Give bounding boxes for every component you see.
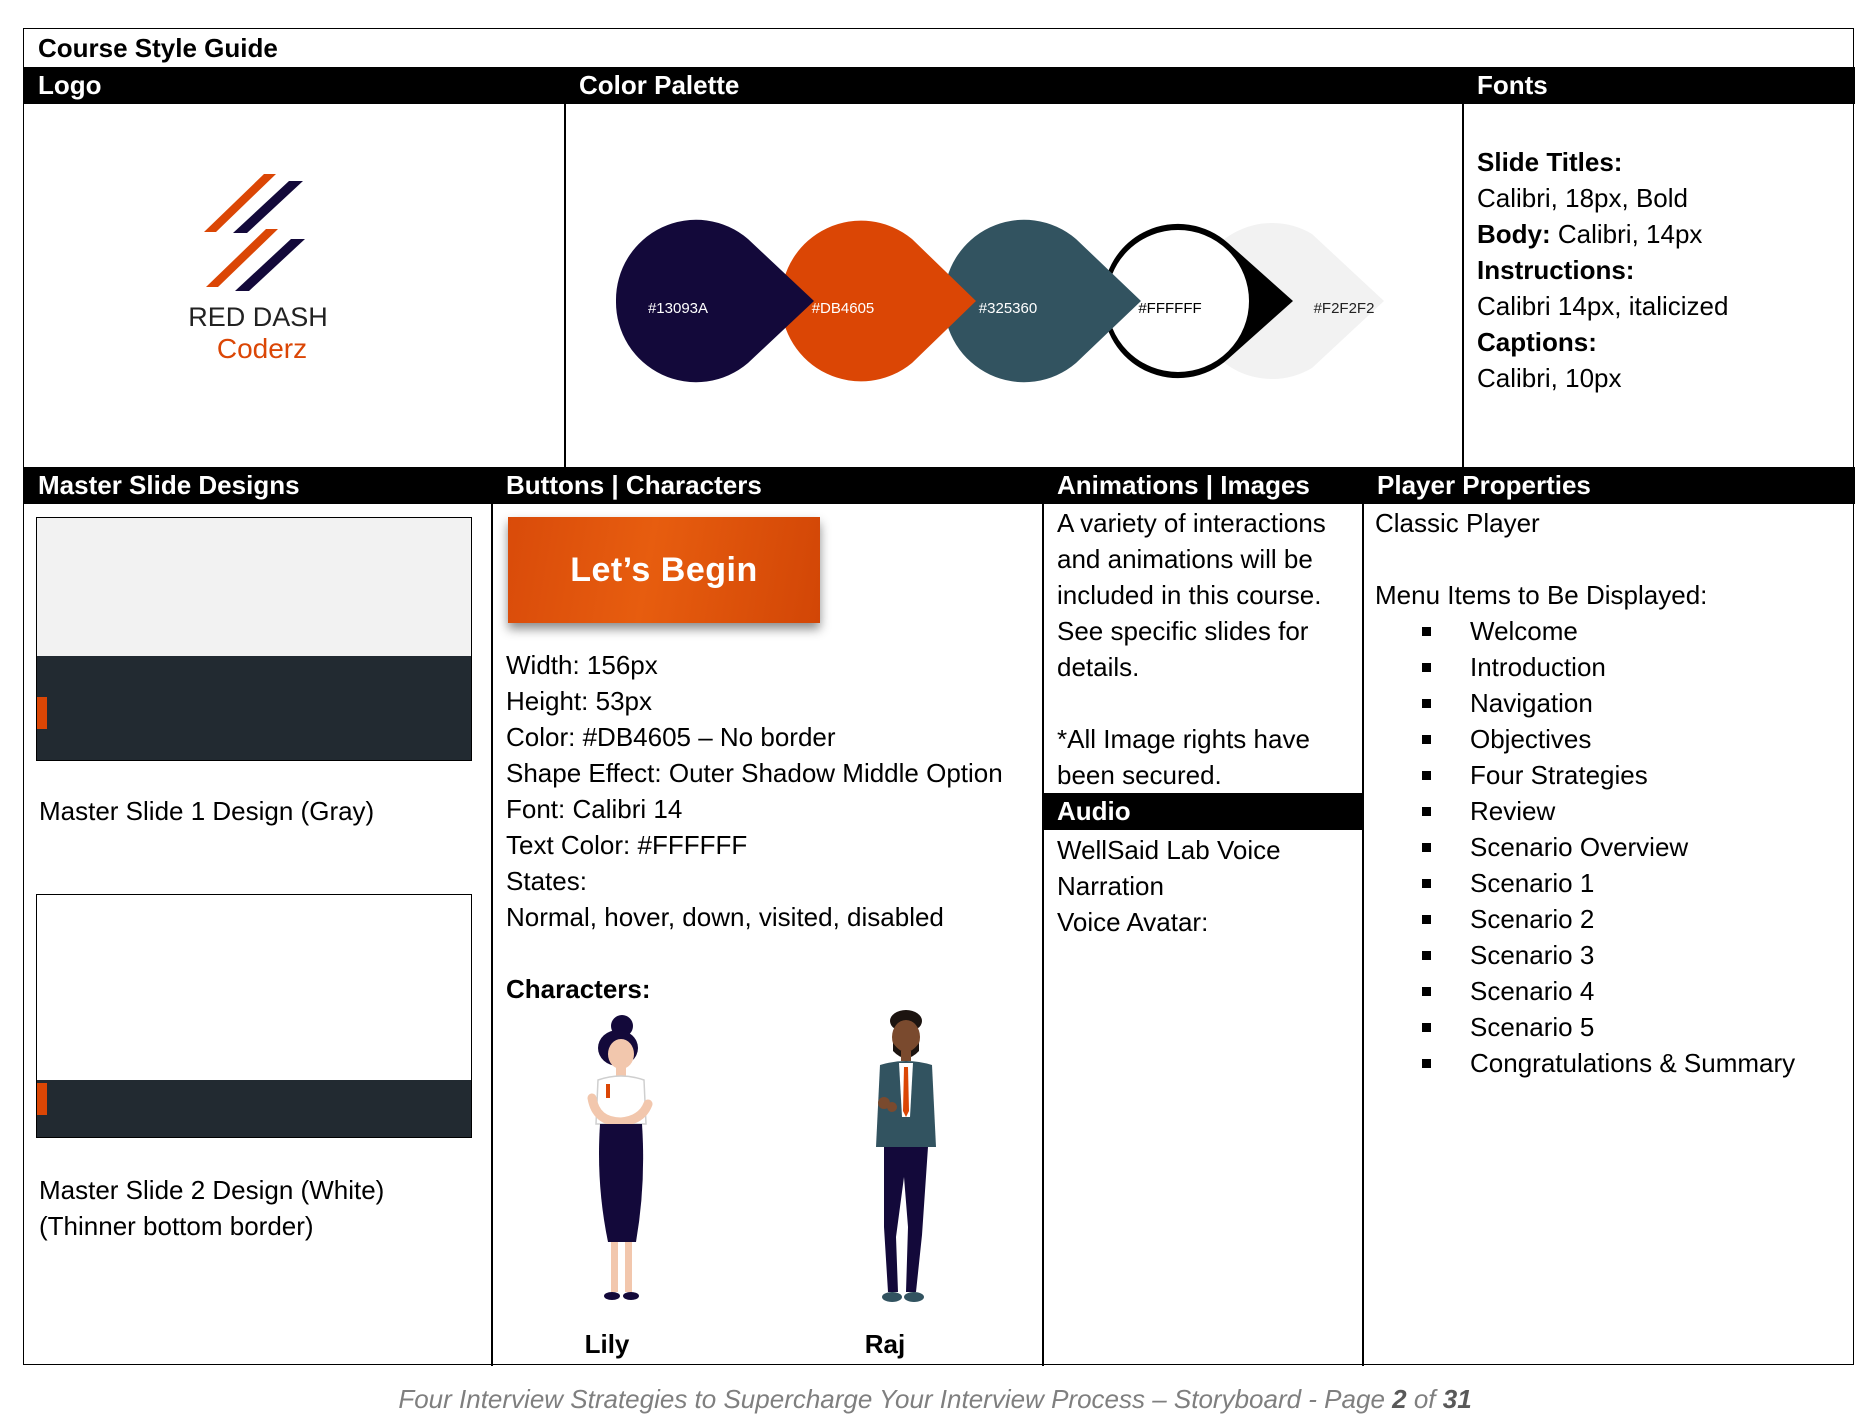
logo-subname: Coderz bbox=[216, 333, 308, 364]
divider bbox=[491, 504, 493, 1366]
bullet-icon bbox=[1422, 735, 1431, 744]
bullet-icon bbox=[1422, 807, 1431, 816]
header-color-palette: Color Palette bbox=[565, 67, 1463, 104]
menu-item: Scenario 1 bbox=[1470, 868, 1595, 898]
master-slide-2-caption-2: (Thinner bottom border) bbox=[39, 1211, 314, 1241]
bullet-icon bbox=[1422, 879, 1431, 888]
font-instructions-label: Instructions: bbox=[1477, 255, 1635, 285]
font-slide-titles-label: Slide Titles: bbox=[1477, 147, 1623, 177]
header-audio: Audio bbox=[1043, 793, 1363, 830]
font-body bbox=[1477, 216, 1702, 252]
swatch-label-4: #FFFFFF bbox=[1138, 300, 1202, 317]
header-player-properties: Player Properties bbox=[1363, 467, 1855, 504]
menu-heading: Menu Items to Be Displayed: bbox=[1375, 580, 1708, 610]
swatch-label-5: #F2F2F2 bbox=[1313, 300, 1375, 317]
animations-line-4: See specific slides for bbox=[1057, 616, 1309, 646]
character-name-lily: Lily bbox=[584, 1329, 630, 1359]
header-animations-images: Animations | Images bbox=[1043, 467, 1363, 504]
divider bbox=[1042, 504, 1044, 1366]
animations-line-3: included in this course. bbox=[1057, 580, 1322, 610]
footer-text: Four Interview Strategies to Supercharge Your Interview Process – Storyboard - Page bbox=[398, 1384, 1393, 1414]
menu-item: Introduction bbox=[1470, 652, 1606, 682]
animations-line-5: details. bbox=[1057, 652, 1140, 682]
button-spec-height: Height: 53px bbox=[506, 686, 652, 716]
menu-item: Review bbox=[1470, 796, 1556, 826]
lily-character-icon bbox=[576, 1014, 666, 1314]
menu-item: Scenario 3 bbox=[1470, 940, 1595, 970]
doc-title: Course Style Guide bbox=[38, 33, 278, 63]
button-spec-text-color: Text Color: #FFFFFF bbox=[506, 830, 748, 860]
header-fonts: Fonts bbox=[1463, 67, 1855, 104]
bullet-icon bbox=[1422, 843, 1431, 852]
divider bbox=[564, 104, 566, 504]
menu-item: Objectives bbox=[1470, 724, 1592, 754]
button-spec-color: Color: #DB4605 – No border bbox=[506, 722, 836, 752]
header-logo: Logo bbox=[24, 67, 565, 104]
audio-line-1: WellSaid Lab Voice bbox=[1057, 835, 1281, 865]
bullet-icon bbox=[1422, 915, 1431, 924]
font-captions-label: Captions: bbox=[1477, 327, 1597, 357]
master-slide-2-thumbnail bbox=[36, 894, 472, 1138]
bullet-icon bbox=[1422, 699, 1431, 708]
page-footer bbox=[0, 1384, 1870, 1415]
character-name-raj: Raj bbox=[864, 1329, 906, 1359]
swatch-label-2: #DB4605 bbox=[811, 300, 875, 317]
swatch-label-1: #13093A bbox=[647, 300, 709, 317]
header-master-slides: Master Slide Designs bbox=[24, 467, 492, 504]
swatch-label-3: #325360 bbox=[978, 300, 1038, 317]
font-body-label: Body: bbox=[1477, 219, 1551, 249]
header-buttons-characters: Buttons | Characters bbox=[492, 467, 1043, 504]
master-slide-1-caption: Master Slide 1 Design (Gray) bbox=[39, 796, 375, 826]
menu-item: Welcome bbox=[1470, 616, 1578, 646]
player-type: Classic Player bbox=[1375, 508, 1540, 538]
bullet-icon bbox=[1422, 987, 1431, 996]
bullet-icon bbox=[1422, 627, 1431, 636]
bullet-icon bbox=[1422, 951, 1431, 960]
master-slide-1-thumbnail bbox=[36, 517, 472, 761]
menu-item: Scenario 2 bbox=[1470, 904, 1595, 934]
divider bbox=[1362, 504, 1364, 1366]
master-slide-1-bottom-band bbox=[37, 656, 471, 760]
button-spec-states-label: States: bbox=[506, 866, 587, 896]
menu-item: Four Strategies bbox=[1470, 760, 1648, 790]
menu-item: Navigation bbox=[1470, 688, 1593, 718]
bullet-icon bbox=[1422, 1059, 1431, 1068]
bullet-icon bbox=[1422, 771, 1431, 780]
master-slide-2-bottom-band bbox=[37, 1080, 471, 1137]
master-slide-1-accent-tab bbox=[37, 697, 47, 729]
audio-line-3: Voice Avatar: bbox=[1057, 907, 1209, 937]
font-instructions-value: Calibri 14px, italicized bbox=[1477, 291, 1729, 321]
characters-label: Characters: bbox=[506, 974, 651, 1004]
animations-line-1: A variety of interactions bbox=[1057, 508, 1326, 538]
image-rights-line-2: been secured. bbox=[1057, 760, 1222, 790]
menu-item: Scenario 4 bbox=[1470, 976, 1595, 1006]
logo-name: RED DASH bbox=[188, 302, 328, 332]
button-spec-font: Font: Calibri 14 bbox=[506, 794, 683, 824]
animations-line-2: and animations will be bbox=[1057, 544, 1313, 574]
font-captions-value: Calibri, 10px bbox=[1477, 363, 1622, 393]
button-spec-width: Width: 156px bbox=[506, 650, 658, 680]
menu-item: Scenario Overview bbox=[1470, 832, 1689, 862]
master-slide-2-accent-tab bbox=[37, 1083, 47, 1115]
lets-begin-button[interactable]: Let’s Begin bbox=[508, 517, 820, 623]
master-slide-2-caption-1: Master Slide 2 Design (White) bbox=[39, 1175, 385, 1205]
menu-item: Scenario 5 bbox=[1470, 1012, 1595, 1042]
menu-item: Congratulations & Summary bbox=[1470, 1048, 1796, 1078]
font-slide-titles-value: Calibri, 18px, Bold bbox=[1477, 183, 1688, 213]
bullet-icon bbox=[1422, 1023, 1431, 1032]
audio-line-2: Narration bbox=[1057, 871, 1164, 901]
red-dash-logo-icon bbox=[192, 169, 312, 309]
style-guide-table bbox=[23, 28, 1854, 1365]
footer-of: of bbox=[1406, 1384, 1443, 1414]
raj-character-icon bbox=[856, 1007, 956, 1317]
bullet-icon bbox=[1422, 663, 1431, 672]
footer-page-total: 31 bbox=[1442, 1384, 1472, 1414]
button-spec-states-value: Normal, hover, down, visited, disabled bbox=[506, 902, 944, 932]
button-spec-shape-effect: Shape Effect: Outer Shadow Middle Option bbox=[506, 758, 1003, 788]
image-rights-line-1: *All Image rights have bbox=[1057, 724, 1310, 754]
footer-page-number: 2 bbox=[1392, 1384, 1407, 1414]
font-body-value: Calibri, 14px bbox=[1550, 219, 1703, 249]
